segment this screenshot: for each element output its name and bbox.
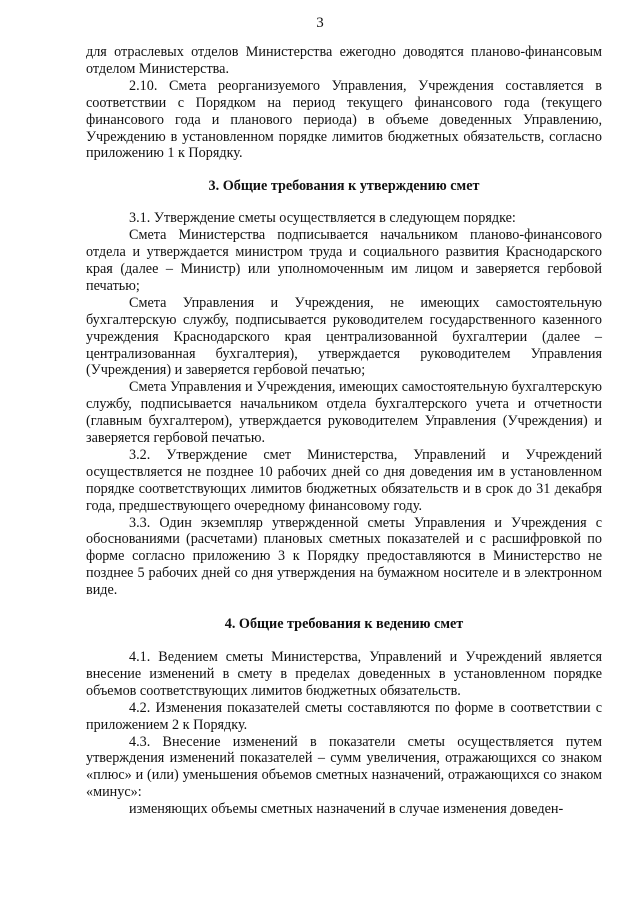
spacer [86,633,602,649]
paragraph-continuation: для отраслевых отделов Министерства ежегодно доводятся планово-финансовым отделом Министерства. [86,44,602,77]
spacer [86,162,602,178]
paragraph-4-1: 4.1. Ведением сметы Министерства, Управлений и Учреждений является внесение изменений в смету в пределах доведенных в установленном порядке объемов соответствующих лимитов бюджетных обязательств. [86,649,602,699]
document-body [86,44,602,818]
paragraph-3-2: 3.2. Утверждение смет Министерства, Управлений и Учреждений осуществляется не позднее 10 рабочих дней со дня доведения им в установленном порядке соответствующих лимитов бюджетных обязательств и в срок до 31 декабря года, предшествующего очередному финансовому году. [86,446,602,514]
section-heading-4: 4. Общие требования к ведению смет [224,616,464,633]
paragraph-2-10: 2.10. Смета реорганизуемого Управления, Учреждения составляется в соответствии с Порядком на период текущего финансового года (текущего финансового года и планового периода) в объеме доведенных Управлению, Учреждению в установленном порядке лимитов бюджетных обязательств, согласно приложению 1 к Порядку. [86,77,602,162]
spacer [86,195,602,210]
paragraph-3-1: 3.1. Утверждение сметы осуществляется в следующем порядке: [129,210,516,227]
page-number: 3 [316,15,324,31]
paragraph-3-1-ministry: Смета Министерства подписывается начальником планово-финансового отдела и утверждается министром труда и социального развития Краснодарского края (далее – Министр) или уполномоченным им лицом и заверяется гербовой печатью; [86,227,602,294]
paragraph-3-1-without-accounting: Смета Управления и Учреждения, не имеющих самостоятельную бухгалтерскую службу, подписывается руководителем государственного казенного учреждения Краснодарского края централизованной бухгалтерии (далее – централизованная бухгалтерия), утверждается руководителем Управления (Учреждения) и заверяется гербовой печатью; [86,294,602,379]
paragraph-3-3: 3.3. Один экземпляр утвержденной сметы Управления и Учреждения с обоснованиями (расчетами) плановых сметных показателей и с расшифровкой по форме согласно приложению 3 к Порядку предоставляются в Министерство не позднее 5 рабочих дней со дня утверждения на бумажном носителе и в электронном виде. [86,514,602,599]
section-heading-3: 3. Общие требования к утверждению смет [208,178,480,195]
paragraph-4-3: 4.3. Внесение изменений в показатели сметы осуществляется путем утверждения изменений показателей – сумм увеличения, отражающихся со знаком «плюс» и (или) уменьшения объемов сметных назначений, отражающихся со знаком «минус»: [86,733,602,801]
paragraph-3-1-with-accounting: Смета Управления и Учреждения, имеющих самостоятельную бухгалтерскую службу, подписывается начальником отдела бухгалтерского учета и отчетности (главным бухгалтером), утверждается руководителем Управления (Учреждения) и заверяется гербовой печатью. [86,379,602,447]
spacer [86,599,602,616]
paragraph-4-3-item: изменяющих объемы сметных назначений в случае изменения доведен- [129,801,564,818]
paragraph-4-2: 4.2. Изменения показателей сметы составляются по форме в соответствии с приложением 2 к Порядку. [86,699,602,733]
